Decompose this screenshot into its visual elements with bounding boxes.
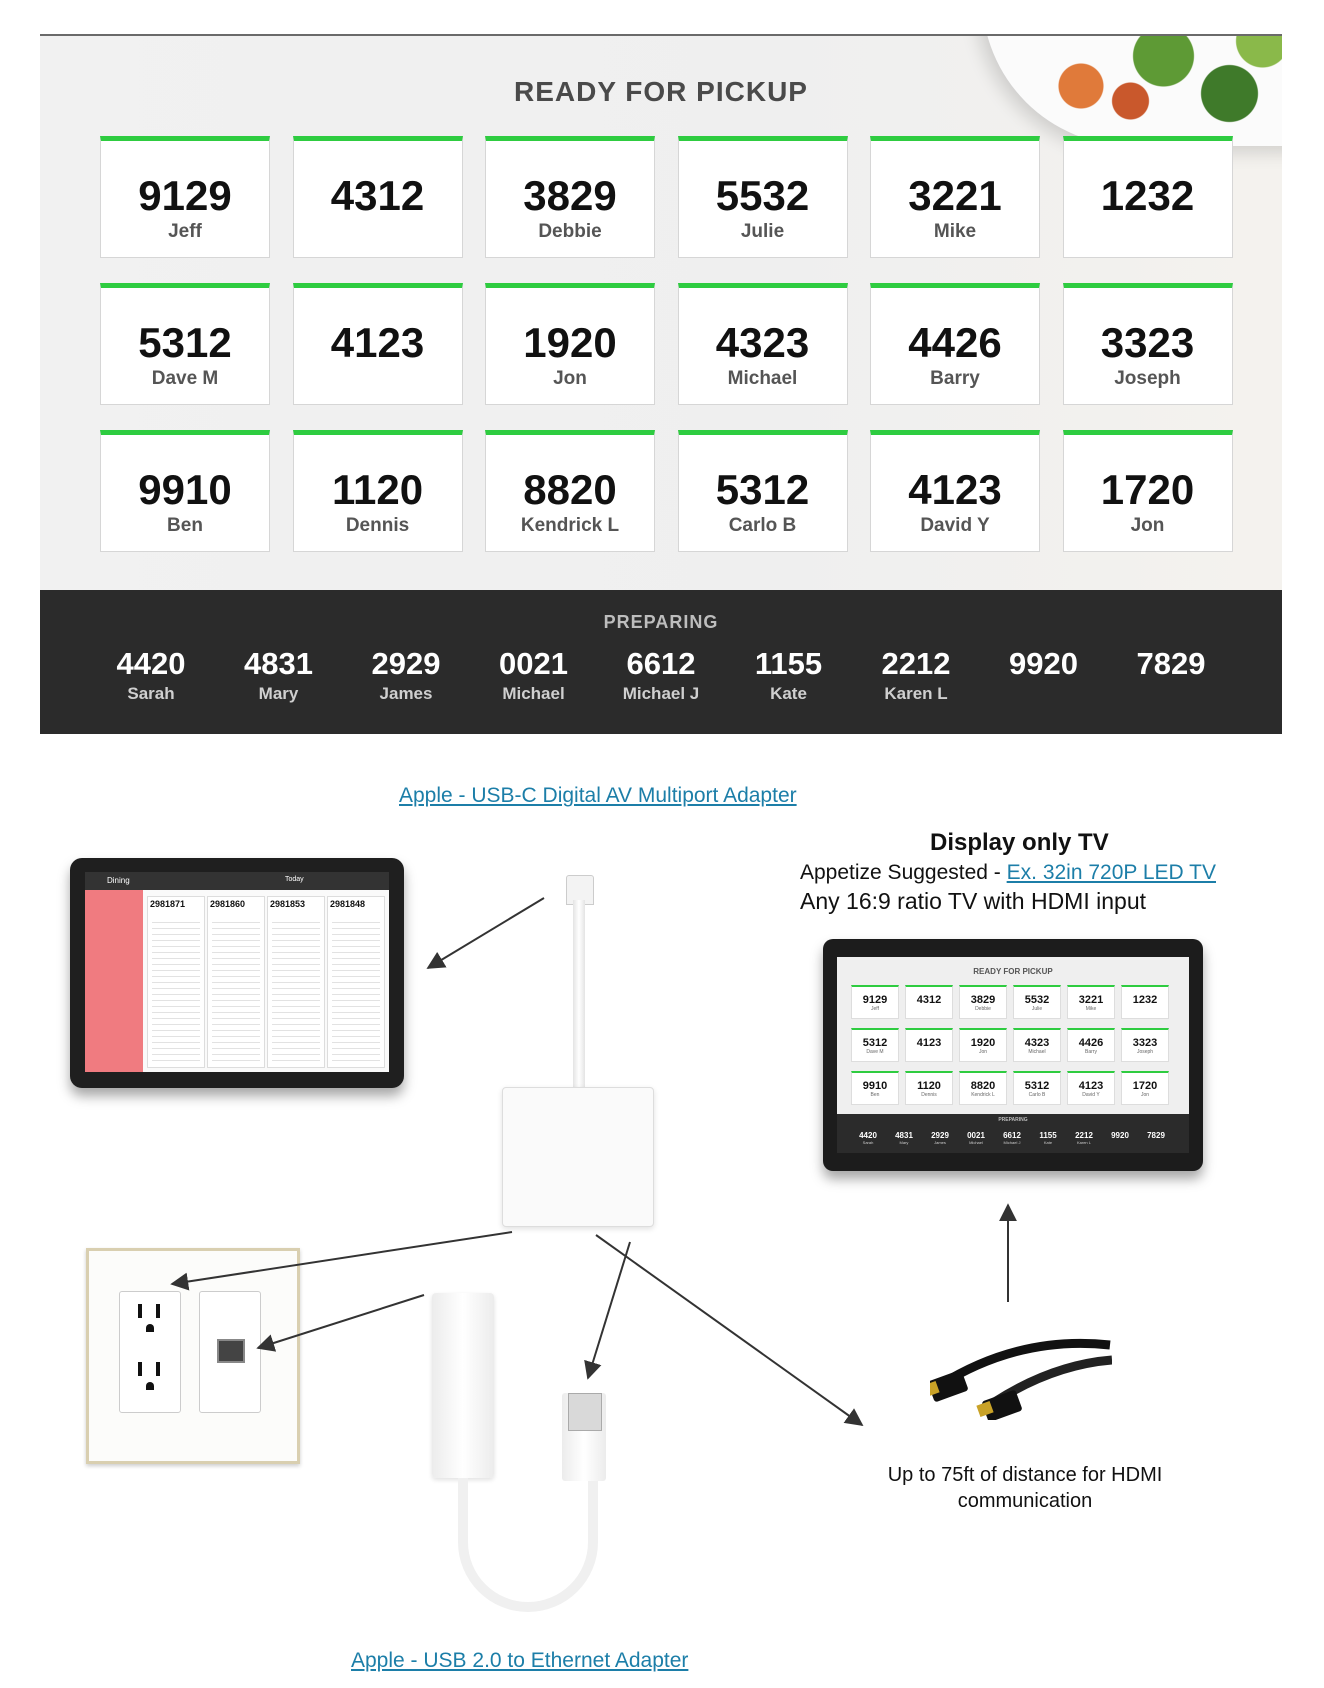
- order-card: 2981871: [147, 896, 205, 1068]
- order-number: 3221: [1078, 994, 1104, 1006]
- tv-example-link[interactable]: Ex. 32in 720P LED TV: [1006, 861, 1216, 884]
- customer-name: Kendrick L: [520, 515, 620, 536]
- customer-name: Michael J: [622, 684, 700, 703]
- order-number: 3323: [1100, 319, 1195, 366]
- order-number: 3323: [1132, 1037, 1158, 1049]
- order-number: 4123: [908, 466, 1002, 513]
- customer-name: Dave M: [151, 368, 219, 389]
- order-number: 6612: [626, 646, 696, 681]
- customer-name: Mary: [899, 1140, 909, 1145]
- order-number: 0021: [499, 646, 568, 681]
- order-number: 9910: [138, 466, 232, 513]
- order-number: 2929: [931, 1131, 949, 1140]
- order-number: 4420: [116, 646, 186, 681]
- order-number: 4123: [916, 1037, 942, 1049]
- order-number: 4831: [244, 646, 313, 681]
- order-number: 6612: [1003, 1131, 1021, 1140]
- customer-name: Michael: [727, 368, 798, 389]
- order-number: 1720: [1100, 466, 1195, 513]
- customer-name: Dennis: [921, 1092, 937, 1098]
- customer-name: Ben: [870, 1092, 880, 1098]
- customer-name: Julie: [740, 221, 785, 242]
- order-number: 5312: [1024, 1080, 1050, 1092]
- customer-name: James: [379, 684, 433, 703]
- order-number: 1920: [523, 319, 617, 366]
- arrow-icon: [258, 1295, 424, 1348]
- order-number: 4323: [1024, 1037, 1050, 1049]
- order-number: 3221: [908, 172, 1002, 219]
- tv-suggested-prefix: Appetize Suggested -: [800, 861, 1007, 884]
- order-number: 1155: [1039, 1131, 1057, 1140]
- arrow-icon: [588, 1242, 630, 1378]
- customer-name: Mike: [1085, 1006, 1097, 1012]
- hdmi-note: Up to 75ft of distance for HDMI communication: [887, 1464, 1163, 1512]
- order-number: 8820: [970, 1080, 996, 1092]
- order-number: 1120: [331, 466, 424, 513]
- customer-name: Carlo B: [1028, 1092, 1046, 1098]
- order-number: 5532: [1024, 994, 1050, 1006]
- customer-name: Jon: [1140, 1092, 1150, 1098]
- arrow-icon: [172, 1232, 512, 1284]
- order-card: 2981848: [327, 896, 385, 1068]
- order-number: 4312: [330, 172, 425, 219]
- order-number: 4312: [916, 994, 942, 1006]
- customer-name: Michael: [502, 684, 565, 703]
- customer-name: Karen L: [1076, 1140, 1091, 1145]
- order-number: 1120: [917, 1080, 941, 1092]
- customer-name: Mary: [258, 684, 299, 703]
- order-number: 4123: [1078, 1080, 1104, 1092]
- customer-name: Karen L: [884, 684, 948, 703]
- customer-name: Michael: [969, 1140, 983, 1145]
- order-number: 1155: [754, 646, 823, 681]
- customer-name: Jon: [1130, 515, 1165, 536]
- customer-name: Michael: [1028, 1049, 1046, 1055]
- customer-name: Carlo B: [728, 515, 797, 536]
- order-number: 5532: [715, 172, 810, 219]
- customer-name: Jeff: [871, 1006, 879, 1012]
- customer-name: Mike: [933, 221, 977, 242]
- arrow-icon: [428, 898, 544, 968]
- order-number: 2212: [1075, 1131, 1093, 1140]
- customer-name: David Y: [920, 515, 990, 536]
- ethernet-adapter-link[interactable]: Apple - USB 2.0 to Ethernet Adapter: [351, 1649, 689, 1672]
- order-number: 1720: [1132, 1080, 1158, 1092]
- order-number: 0021: [967, 1131, 985, 1140]
- order-number: 2929: [371, 646, 441, 681]
- customer-name: James: [934, 1140, 946, 1145]
- order-number: 4420: [859, 1131, 877, 1140]
- order-number: 5312: [862, 1037, 888, 1049]
- customer-name: Joseph: [1136, 1049, 1154, 1055]
- tablet-title: Dining: [107, 876, 130, 885]
- customer-name: Barry: [930, 368, 980, 389]
- customer-name: Kate: [770, 684, 807, 703]
- order-number: 4426: [908, 319, 1002, 366]
- order-number: 7829: [1147, 1131, 1165, 1140]
- customer-name: David Y: [1082, 1092, 1100, 1098]
- order-number: 1232: [1132, 994, 1158, 1006]
- order-number: 4426: [1078, 1037, 1104, 1049]
- customer-name: Debbie: [975, 1006, 991, 1012]
- order-card: 2981853: [267, 896, 325, 1068]
- ready-title: READY FOR PICKUP: [514, 76, 808, 107]
- tablet-filter: Today: [285, 876, 304, 883]
- order-number: 4831: [895, 1131, 913, 1140]
- order-number: 4123: [330, 319, 425, 366]
- customer-name: Jeff: [168, 221, 202, 242]
- order-number: 3829: [970, 994, 996, 1006]
- customer-name: Dave M: [866, 1049, 884, 1055]
- order-number: 9129: [138, 172, 232, 219]
- order-number: 7829: [1136, 646, 1206, 681]
- customer-name: Michael J: [1003, 1140, 1021, 1145]
- customer-name: Debbie: [538, 221, 602, 242]
- arrow-icon: [596, 1235, 862, 1425]
- av-adapter-link[interactable]: Apple - USB-C Digital AV Multiport Adapter: [399, 784, 797, 807]
- customer-name: Sarah: [862, 1140, 874, 1145]
- tv-ready-title: READY FOR PICKUP: [973, 967, 1053, 976]
- order-number: 2212: [881, 646, 951, 681]
- customer-name: Jon: [978, 1049, 988, 1055]
- customer-name: Kendrick L: [971, 1092, 995, 1098]
- customer-name: Julie: [1031, 1006, 1043, 1012]
- tv-preparing-title: PREPARING: [998, 1117, 1028, 1123]
- customer-name: Dennis: [345, 515, 410, 536]
- customer-name: Sarah: [127, 684, 175, 703]
- preparing-title: PREPARING: [603, 612, 719, 632]
- order-number: 1232: [1100, 172, 1195, 219]
- customer-name: Ben: [167, 515, 203, 536]
- order-number: 9129: [862, 994, 888, 1006]
- tv-requirement: Any 16:9 ratio TV with HDMI input: [800, 888, 1146, 914]
- customer-name: Jon: [553, 368, 587, 389]
- order-number: 8820: [523, 466, 617, 513]
- order-number: 9910: [862, 1080, 888, 1092]
- customer-name: Kate: [1043, 1140, 1053, 1145]
- order-card: 2981860: [207, 896, 265, 1068]
- customer-name: Barry: [1085, 1049, 1097, 1055]
- order-number: 3829: [523, 172, 617, 219]
- order-number: 5312: [715, 466, 810, 513]
- customer-name: Joseph: [1114, 368, 1181, 389]
- order-number: 5312: [138, 319, 232, 366]
- order-number: 1920: [970, 1037, 996, 1049]
- order-number: 4323: [715, 319, 810, 366]
- order-number: 9920: [1009, 646, 1078, 681]
- order-number: 9920: [1111, 1131, 1129, 1140]
- tv-heading: Display only TV: [930, 829, 1109, 856]
